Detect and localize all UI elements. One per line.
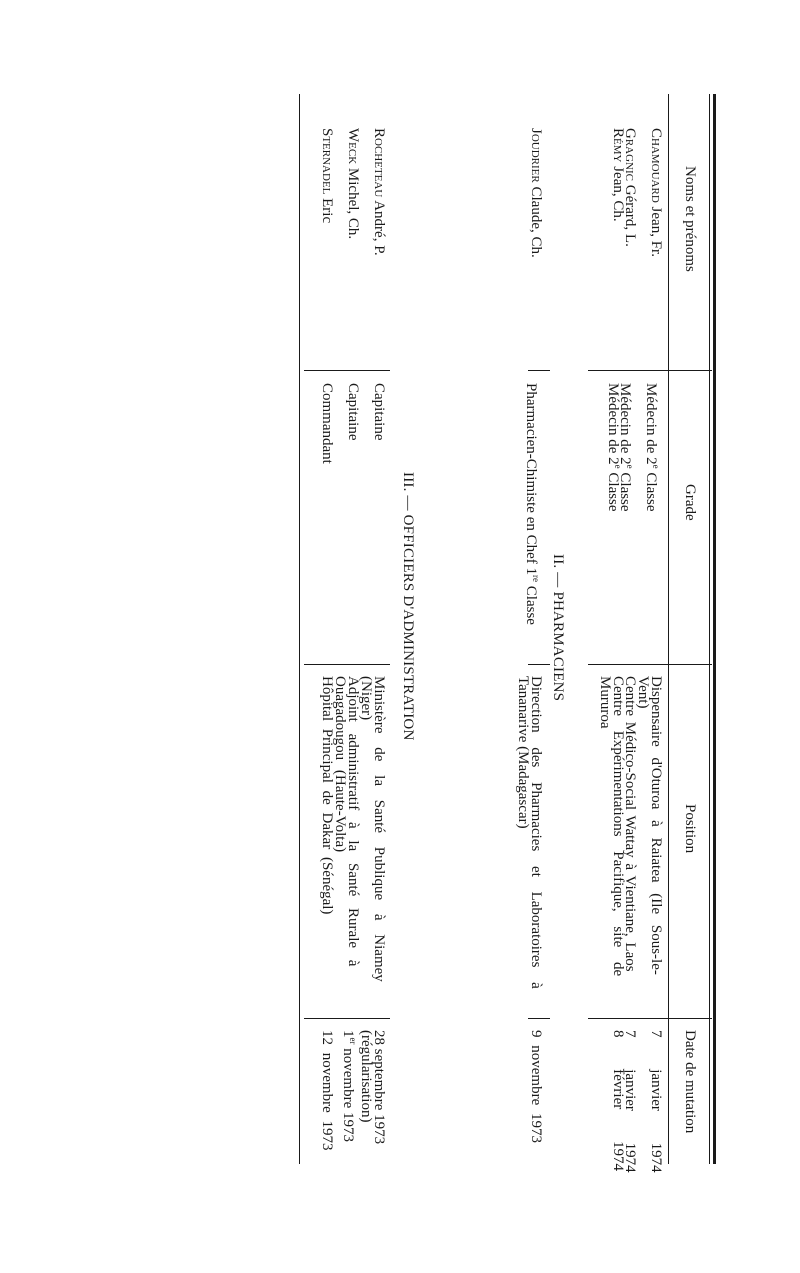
col-sep-officiers-1 <box>304 370 390 371</box>
medecin-2-surname: Gragnic <box>622 128 638 182</box>
officier-3-given: Eric <box>319 198 335 224</box>
medecin-1-position-line-2: Vent) <box>635 676 651 709</box>
officier-1-grade: Capitaine <box>371 383 387 441</box>
col-sep-header-3 <box>668 1018 712 1019</box>
medecin-3-surname: Rémy <box>610 128 626 163</box>
medecin-2-grade: Médecin de 2e Classe <box>617 383 635 512</box>
medecin-1-surname: Chamouard <box>648 128 664 203</box>
header-noms: Noms et prénoms <box>682 166 698 272</box>
col-sep-medecins-2 <box>588 664 668 665</box>
pharmacien-1-name <box>529 128 542 258</box>
pharmacien-1-position-line-1: Direction des Pharmacies et Laboratoires à <box>528 676 544 989</box>
officier-1-position-line-2: (Niger) <box>358 676 374 721</box>
table-bottom-rule <box>299 94 300 1164</box>
col-sep-pharmaciens-2 <box>528 664 550 665</box>
medecin-3-position-line-1: Centre Expérimentations Pacifique, site de <box>610 676 626 977</box>
officier-3-date: 12 novembre 1973 <box>319 1030 335 1151</box>
medecin-3-name <box>611 128 624 222</box>
officier-1-position-line-1: Ministère de la Santé Publique à Niamey <box>371 676 387 982</box>
officier-2-given: Michel, Ch. <box>345 167 361 240</box>
medecin-3-date: 8 février 1974 <box>610 1030 626 1171</box>
section-title-officiers: III. — OFFICIERS D'ADMINISTRATION <box>400 472 416 741</box>
header-rule <box>668 94 669 1164</box>
header-grade: Grade <box>682 484 698 521</box>
pharmacien-1-grade: Pharmacien-Chimiste en Chef 1re Classe <box>523 383 541 625</box>
officier-2-date: 1er novembre 1973 <box>340 1030 358 1142</box>
officier-2-grade: Capitaine <box>345 383 361 441</box>
officier-1-date-line-1: 28 septembre 1973 <box>371 1030 387 1145</box>
col-sep-pharmaciens-1 <box>528 370 550 371</box>
table-top-rule-thin <box>709 94 710 1164</box>
officier-3-position-line-1: Hôpital Principal de Dakar (Sénégal) <box>319 676 335 915</box>
col-sep-officiers-2 <box>304 664 390 665</box>
header-position: Position <box>682 804 698 854</box>
pharmacien-1-surname: Joudrier <box>528 128 544 183</box>
officier-2-position-line-1: Adjoint administratif à la Santé Rurale à <box>345 676 361 967</box>
medecin-1-grade: Médecin de 2e Classe <box>643 383 661 512</box>
officier-2-position-line-2: Ouagadougou (Haute-Volta) <box>332 676 348 853</box>
col-sep-header-2 <box>668 664 712 665</box>
officier-2-surname: Weck <box>345 128 361 165</box>
medecin-2-given: Gérard, L. <box>622 184 638 247</box>
medecin-1-name <box>649 128 662 257</box>
officier-3-surname: Sternadel <box>319 128 335 195</box>
col-sep-medecins-1 <box>588 370 668 371</box>
medecin-1-given: Jean, Fr. <box>648 206 664 257</box>
medecin-1-position-line-1: Dispensaire d'Oturoa à Raiatea (Ile Sous-le- <box>648 676 664 975</box>
officier-1-date-line-2: (régularisation) <box>358 1030 374 1123</box>
medecin-3-position-line-2: Mururoa <box>597 676 613 729</box>
col-sep-medecins-3 <box>588 1018 668 1019</box>
officier-2-name <box>346 128 359 239</box>
pharmacien-1-position-line-2: Tananarive (Madagascar) <box>515 676 531 829</box>
officier-3-name <box>320 128 333 223</box>
medecin-3-given: Jean, Ch. <box>610 166 626 222</box>
medecin-2-date: 7 janvier 1974 <box>622 1030 638 1173</box>
section-title-pharmaciens: II. — PHARMACIENS <box>550 554 566 702</box>
pharmacien-1-given: Claude, Ch. <box>528 186 544 258</box>
col-sep-pharmaciens-3 <box>528 1018 550 1019</box>
col-sep-officiers-3 <box>304 1018 390 1019</box>
table-top-rule <box>713 94 716 1164</box>
pharmacien-1-date: 9 novembre 1973 <box>528 1030 544 1143</box>
officier-1-surname: Rocheteau <box>371 128 387 198</box>
header-date: Date de mutation <box>682 1030 698 1134</box>
officier-1-given: André, P. <box>371 200 387 256</box>
officier-3-grade: Commandant <box>319 383 335 464</box>
medecin-2-position-line-1: Centre Médico-Social Wattay à Vientiane, Laos <box>622 676 638 972</box>
medecin-1-date: 7 janvier 1974 <box>648 1030 664 1173</box>
officier-1-name <box>372 128 385 256</box>
medecin-3-grade: Médecin de 2e Classe <box>605 383 623 512</box>
col-sep-header-1 <box>668 370 712 371</box>
